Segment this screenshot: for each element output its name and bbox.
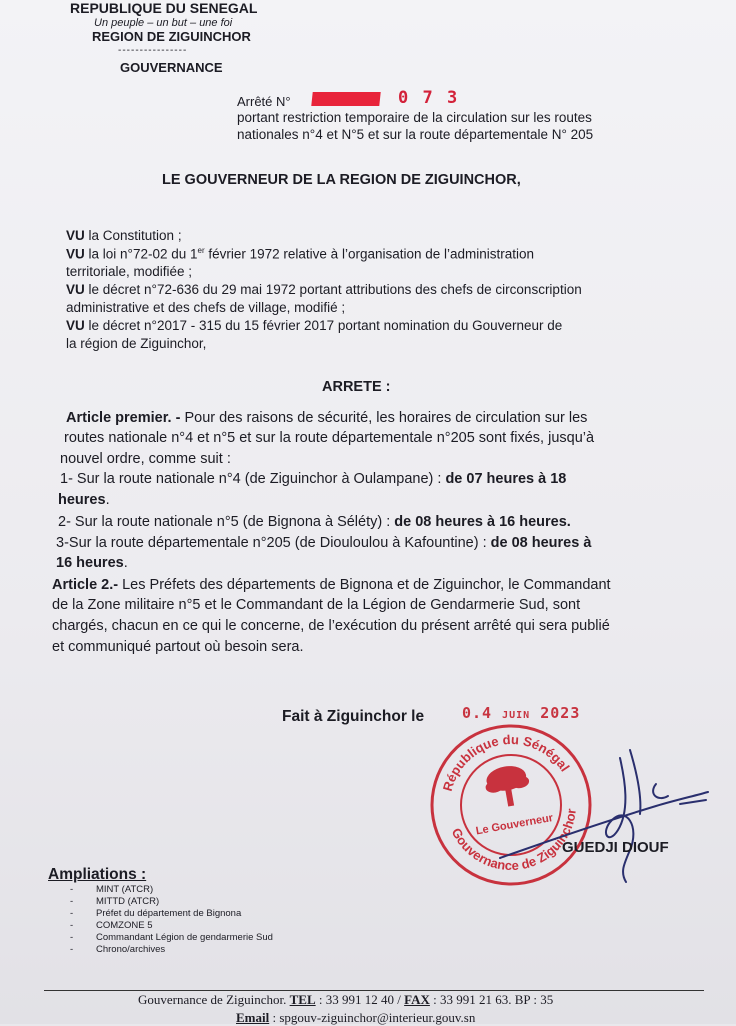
article1-line2: routes nationale n°4 et n°5 et sur la route départementale n°205 sont fixés, jusqu’à	[64, 430, 595, 446]
list-item: - Chrono/archives	[70, 944, 273, 956]
article2-line1: Article 2.- Les Préfets des départements de Bignona et de Ziguinchor, le Commandant	[52, 577, 611, 593]
header-office: GOUVERNANCE	[120, 60, 223, 75]
footer-email: Email : spgouv-ziguinchor@interieur.gouv.sn	[236, 1010, 476, 1025]
decree-subject-line2: nationales n°4 et N°5 et sur la route départementale N° 205	[237, 127, 594, 142]
footer-divider	[44, 990, 704, 991]
authority-title: LE GOUVERNEUR DE LA REGION DE ZIGUINCHOR,	[162, 172, 521, 188]
article1-line1: Article premier. - Pour des raisons de sécurité, les horaires de circulation sur les	[66, 410, 588, 426]
svg-text:République du Sénégal: République du Sénégal	[439, 731, 573, 793]
vu-decree2-line2: la région de Ziguinchor,	[66, 336, 207, 351]
vu-decree1-line2: administrative et des chefs de village, modifié ;	[66, 300, 346, 315]
signing-place: Fait à Ziguinchor le	[282, 708, 425, 725]
arrete-heading: ARRETE :	[322, 379, 391, 395]
header-country: REPUBLIQUE DU SENEGAL	[70, 0, 258, 16]
list-item: - Préfet du département de Bignona	[70, 908, 273, 920]
vu-decree1-line1: VU le décret n°72-636 du 29 mai 1972 portant attributions des chefs de circonscription	[66, 282, 582, 297]
ampliations-title: Ampliations :	[48, 866, 147, 883]
header-motto: Un peuple – un but – une foi	[94, 17, 233, 29]
article1-line3: nouvel ordre, comme suit :	[60, 451, 231, 467]
svg-text:Le Gouverneur: Le Gouverneur	[474, 811, 555, 838]
article2-line2: de la Zone militaire n°5 et le Commandant de la Légion de Gendarmerie Sud, sont	[52, 597, 581, 613]
date-stamp: 0.4 JUIN 2023	[462, 704, 581, 722]
vu-law-line2: territoriale, modifiée ;	[66, 264, 193, 279]
article1-item3-cont: 16 heures.	[56, 555, 128, 571]
list-item: - MINT (ATCR)	[70, 884, 273, 896]
article1-item1: 1- Sur la route nationale n°4 (de Ziguinchor à Oulampane) : de 07 heures à 18	[60, 471, 567, 487]
article2-line4: et communiqué partout où besoin sera.	[52, 639, 304, 655]
signer-name: GUEDJI DIOUF	[562, 839, 669, 856]
header-region: REGION DE ZIGUINCHOR	[92, 29, 251, 44]
redaction-mark	[311, 92, 380, 106]
article1-item3: 3-Sur la route départementale n°205 (de Diouloulou à Kafountine) : de 08 heures à	[56, 535, 592, 551]
article1-item1-cont: heures.	[58, 492, 110, 508]
list-item: - COMZONE 5	[70, 920, 273, 932]
list-item: - Commandant Légion de gendarmerie Sud	[70, 932, 273, 944]
article1-item2: 2- Sur la route nationale n°5 (de Bignona à Séléty) : de 08 heures à 16 heures.	[58, 514, 571, 530]
decree-label: Arrêté N°	[237, 94, 291, 109]
header-separator: ----------------	[118, 45, 188, 56]
decree-subject-line1: portant restriction temporaire de la circulation sur les routes	[237, 110, 592, 125]
vu-constitution: VU la Constitution ;	[66, 228, 182, 243]
list-item: - MITTD (ATCR)	[70, 896, 273, 908]
ampliations-list	[70, 884, 273, 956]
decree-number: 0 7 3	[398, 88, 460, 108]
vu-decree2-line1: VU le décret n°2017 - 315 du 15 février 2017 portant nomination du Gouverneur de	[66, 318, 563, 333]
footer-contact: Gouvernance de Ziguinchor. TEL : 33 991 12 40 / FAX : 33 991 21 63. BP : 35	[138, 992, 554, 1007]
handwritten-signature	[480, 740, 710, 890]
svg-text:Gouvernance de Ziguinchor: Gouvernance de Ziguinchor	[448, 807, 579, 874]
vu-law-line1: VU la loi n°72-02 du 1er février 1972 relative à l’organisation de l’administration	[66, 246, 535, 262]
article2-line3: chargés, chacun en ce qui le concerne, de l’exécution du présent arrêté qui sera publié	[52, 618, 610, 634]
